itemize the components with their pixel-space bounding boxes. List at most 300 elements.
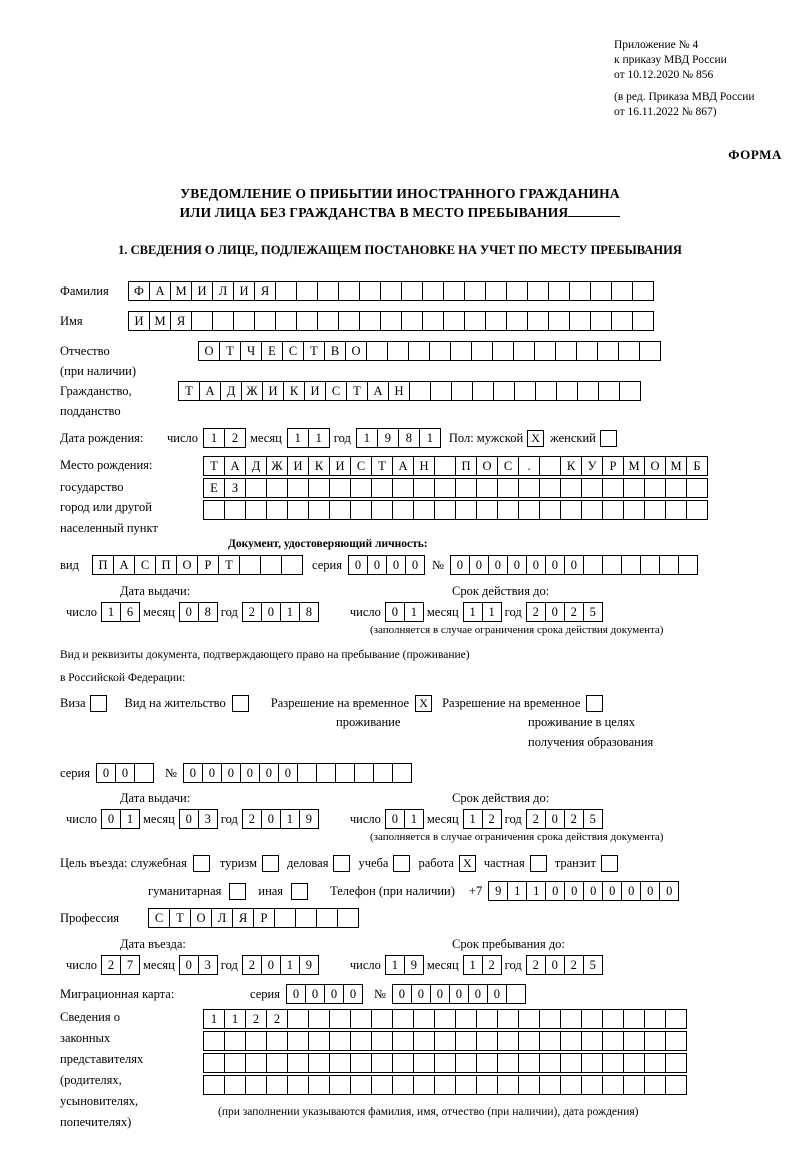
char-cell[interactable]: 2 <box>242 809 262 829</box>
char-cell[interactable] <box>451 381 473 401</box>
char-cell[interactable] <box>245 500 267 520</box>
char-cell[interactable]: 2 <box>101 955 121 975</box>
char-cell[interactable]: 0 <box>602 881 622 901</box>
char-cell[interactable]: 8 <box>299 602 319 622</box>
char-cell[interactable] <box>464 311 486 331</box>
char-cell[interactable]: О <box>644 456 666 476</box>
char-cell[interactable] <box>329 1075 351 1095</box>
char-cell[interactable]: 0 <box>221 763 241 783</box>
char-cell[interactable]: Л <box>211 908 233 928</box>
char-cell[interactable] <box>590 311 612 331</box>
sex-female-checkbox[interactable] <box>600 430 617 447</box>
char-cell[interactable] <box>602 1075 624 1095</box>
stay-year-input[interactable] <box>526 955 602 975</box>
char-cell[interactable] <box>371 500 393 520</box>
char-cell[interactable]: 0 <box>202 763 222 783</box>
char-cell[interactable]: П <box>455 456 477 476</box>
char-cell[interactable]: С <box>325 381 347 401</box>
char-cell[interactable]: 0 <box>115 763 135 783</box>
char-cell[interactable] <box>413 478 435 498</box>
char-cell[interactable] <box>371 1053 393 1073</box>
char-cell[interactable]: 1 <box>280 602 300 622</box>
char-cell[interactable]: О <box>345 341 367 361</box>
char-cell[interactable]: И <box>262 381 284 401</box>
char-cell[interactable]: 9 <box>299 809 319 829</box>
char-cell[interactable]: 0 <box>343 984 363 1004</box>
char-cell[interactable]: 0 <box>564 555 584 575</box>
char-cell[interactable] <box>639 341 661 361</box>
char-cell[interactable] <box>569 311 591 331</box>
char-cell[interactable] <box>430 381 452 401</box>
char-cell[interactable] <box>659 555 679 575</box>
char-cell[interactable] <box>581 1053 603 1073</box>
right-doc-number-input[interactable] <box>183 763 411 783</box>
char-cell[interactable] <box>434 1053 456 1073</box>
char-cell[interactable]: С <box>148 908 170 928</box>
char-cell[interactable] <box>560 1053 582 1073</box>
char-cell[interactable] <box>308 478 330 498</box>
char-cell[interactable] <box>392 763 412 783</box>
char-cell[interactable] <box>287 1053 309 1073</box>
char-cell[interactable]: 0 <box>659 881 679 901</box>
char-cell[interactable] <box>260 555 282 575</box>
char-cell[interactable]: А <box>149 281 171 301</box>
char-cell[interactable] <box>539 478 561 498</box>
name-input[interactable] <box>128 311 653 331</box>
char-cell[interactable] <box>539 1031 561 1051</box>
char-cell[interactable] <box>623 1075 645 1095</box>
birth-month-input[interactable] <box>287 428 329 448</box>
char-cell[interactable]: А <box>367 381 389 401</box>
char-cell[interactable] <box>455 1031 477 1051</box>
char-cell[interactable] <box>266 478 288 498</box>
char-cell[interactable] <box>434 1075 456 1095</box>
patronymic-input[interactable] <box>198 341 660 361</box>
char-cell[interactable] <box>354 763 374 783</box>
char-cell[interactable] <box>275 281 297 301</box>
char-cell[interactable]: Ч <box>240 341 262 361</box>
char-cell[interactable]: К <box>283 381 305 401</box>
char-cell[interactable]: 2 <box>526 809 546 829</box>
char-cell[interactable]: 1 <box>419 428 441 448</box>
char-cell[interactable] <box>422 311 444 331</box>
char-cell[interactable] <box>497 1031 519 1051</box>
char-cell[interactable]: Б <box>686 456 708 476</box>
char-cell[interactable] <box>602 555 622 575</box>
char-cell[interactable]: 8 <box>398 428 420 448</box>
char-cell[interactable] <box>602 478 624 498</box>
char-cell[interactable]: 9 <box>404 955 424 975</box>
char-cell[interactable] <box>329 478 351 498</box>
char-cell[interactable]: 2 <box>242 602 262 622</box>
char-cell[interactable] <box>239 555 261 575</box>
legal-rep-input-2[interactable] <box>203 1031 686 1051</box>
char-cell[interactable] <box>266 1075 288 1095</box>
char-cell[interactable] <box>640 555 660 575</box>
char-cell[interactable]: 1 <box>356 428 378 448</box>
edu-residence-checkbox[interactable] <box>586 695 603 712</box>
char-cell[interactable] <box>539 1009 561 1029</box>
char-cell[interactable]: С <box>134 555 156 575</box>
char-cell[interactable] <box>665 1009 687 1029</box>
purpose-humanitarian-checkbox[interactable] <box>229 883 246 900</box>
char-cell[interactable] <box>224 500 246 520</box>
phone-input[interactable] <box>488 881 678 901</box>
char-cell[interactable] <box>527 281 549 301</box>
char-cell[interactable] <box>308 1075 330 1095</box>
char-cell[interactable]: 3 <box>198 955 218 975</box>
char-cell[interactable] <box>434 1031 456 1051</box>
char-cell[interactable] <box>497 1053 519 1073</box>
char-cell[interactable] <box>497 1009 519 1029</box>
char-cell[interactable]: 0 <box>430 984 450 1004</box>
char-cell[interactable] <box>476 1009 498 1029</box>
char-cell[interactable]: 1 <box>224 1009 246 1029</box>
right-doc-series-input[interactable] <box>96 763 153 783</box>
char-cell[interactable] <box>518 1075 540 1095</box>
char-cell[interactable] <box>678 555 698 575</box>
char-cell[interactable] <box>401 311 423 331</box>
char-cell[interactable] <box>548 281 570 301</box>
char-cell[interactable] <box>623 1053 645 1073</box>
char-cell[interactable] <box>476 1053 498 1073</box>
profession-input[interactable] <box>148 908 358 928</box>
char-cell[interactable] <box>203 1053 225 1073</box>
char-cell[interactable] <box>493 381 515 401</box>
char-cell[interactable]: 0 <box>96 763 116 783</box>
char-cell[interactable] <box>518 1053 540 1073</box>
char-cell[interactable] <box>619 381 641 401</box>
char-cell[interactable] <box>371 1075 393 1095</box>
char-cell[interactable]: 0 <box>240 763 260 783</box>
char-cell[interactable] <box>373 763 393 783</box>
char-cell[interactable] <box>429 341 451 361</box>
char-cell[interactable] <box>618 341 640 361</box>
rd-valid-year-input[interactable] <box>526 809 602 829</box>
char-cell[interactable] <box>602 1053 624 1073</box>
residence-permit-checkbox[interactable] <box>232 695 249 712</box>
purpose-service-checkbox[interactable] <box>193 855 210 872</box>
char-cell[interactable] <box>203 500 225 520</box>
char-cell[interactable]: М <box>665 456 687 476</box>
char-cell[interactable] <box>450 341 472 361</box>
char-cell[interactable] <box>245 1031 267 1051</box>
birthplace-city-input[interactable] <box>203 478 707 498</box>
char-cell[interactable]: 1 <box>280 955 300 975</box>
legal-rep-input-4[interactable] <box>203 1075 686 1095</box>
char-cell[interactable]: А <box>224 456 246 476</box>
char-cell[interactable]: И <box>329 456 351 476</box>
char-cell[interactable] <box>233 311 255 331</box>
char-cell[interactable]: 2 <box>242 955 262 975</box>
char-cell[interactable] <box>506 311 528 331</box>
char-cell[interactable] <box>581 1075 603 1095</box>
char-cell[interactable] <box>472 381 494 401</box>
char-cell[interactable] <box>535 381 557 401</box>
char-cell[interactable] <box>581 1031 603 1051</box>
char-cell[interactable] <box>539 1075 561 1095</box>
char-cell[interactable]: А <box>113 555 135 575</box>
char-cell[interactable] <box>513 341 535 361</box>
char-cell[interactable] <box>518 1031 540 1051</box>
char-cell[interactable]: 0 <box>449 984 469 1004</box>
char-cell[interactable] <box>560 1009 582 1029</box>
char-cell[interactable] <box>577 381 599 401</box>
char-cell[interactable]: 0 <box>324 984 344 1004</box>
char-cell[interactable] <box>471 341 493 361</box>
char-cell[interactable]: С <box>497 456 519 476</box>
char-cell[interactable] <box>408 341 430 361</box>
char-cell[interactable]: 0 <box>468 984 488 1004</box>
char-cell[interactable]: 0 <box>179 809 199 829</box>
char-cell[interactable] <box>434 478 456 498</box>
char-cell[interactable]: 9 <box>377 428 399 448</box>
char-cell[interactable] <box>539 1053 561 1073</box>
char-cell[interactable]: 0 <box>367 555 387 575</box>
char-cell[interactable]: 1 <box>287 428 309 448</box>
char-cell[interactable] <box>497 500 519 520</box>
char-cell[interactable]: 0 <box>545 555 565 575</box>
char-cell[interactable] <box>422 281 444 301</box>
doc-valid-month-input[interactable] <box>463 602 501 622</box>
char-cell[interactable]: 0 <box>564 881 584 901</box>
char-cell[interactable] <box>392 1075 414 1095</box>
char-cell[interactable] <box>611 281 633 301</box>
char-cell[interactable] <box>485 281 507 301</box>
doc-kind-input[interactable] <box>92 555 302 575</box>
char-cell[interactable] <box>266 1031 288 1051</box>
purpose-work-checkbox[interactable]: X <box>459 855 476 872</box>
char-cell[interactable]: Р <box>253 908 275 928</box>
char-cell[interactable] <box>359 281 381 301</box>
char-cell[interactable] <box>443 281 465 301</box>
char-cell[interactable]: 2 <box>482 809 502 829</box>
char-cell[interactable]: Т <box>371 456 393 476</box>
char-cell[interactable] <box>224 1075 246 1095</box>
char-cell[interactable]: 5 <box>583 955 603 975</box>
char-cell[interactable] <box>455 500 477 520</box>
char-cell[interactable] <box>485 311 507 331</box>
char-cell[interactable]: А <box>392 456 414 476</box>
char-cell[interactable]: 7 <box>120 955 140 975</box>
birth-year-input[interactable] <box>356 428 440 448</box>
char-cell[interactable] <box>644 1009 666 1029</box>
char-cell[interactable]: Р <box>197 555 219 575</box>
char-cell[interactable] <box>392 478 414 498</box>
char-cell[interactable] <box>224 1053 246 1073</box>
char-cell[interactable]: 0 <box>101 809 121 829</box>
char-cell[interactable] <box>581 1009 603 1029</box>
char-cell[interactable] <box>254 311 276 331</box>
char-cell[interactable] <box>560 500 582 520</box>
char-cell[interactable] <box>527 311 549 331</box>
char-cell[interactable] <box>611 311 633 331</box>
char-cell[interactable] <box>686 478 708 498</box>
char-cell[interactable] <box>665 478 687 498</box>
birthplace-locality-input[interactable] <box>203 500 707 520</box>
char-cell[interactable]: 0 <box>261 809 281 829</box>
purpose-study-checkbox[interactable] <box>393 855 410 872</box>
char-cell[interactable]: П <box>155 555 177 575</box>
char-cell[interactable]: Т <box>303 341 325 361</box>
char-cell[interactable]: Н <box>388 381 410 401</box>
char-cell[interactable] <box>317 311 339 331</box>
char-cell[interactable]: Ж <box>241 381 263 401</box>
char-cell[interactable] <box>287 1009 309 1029</box>
char-cell[interactable] <box>623 500 645 520</box>
char-cell[interactable] <box>413 1075 435 1095</box>
char-cell[interactable] <box>518 500 540 520</box>
char-cell[interactable] <box>308 1031 330 1051</box>
char-cell[interactable]: 2 <box>526 955 546 975</box>
char-cell[interactable]: С <box>282 341 304 361</box>
char-cell[interactable] <box>602 1009 624 1029</box>
char-cell[interactable] <box>665 1031 687 1051</box>
entry-day-input[interactable] <box>101 955 139 975</box>
char-cell[interactable] <box>665 1075 687 1095</box>
char-cell[interactable] <box>335 763 355 783</box>
char-cell[interactable] <box>296 281 318 301</box>
mc-number-input[interactable] <box>392 984 525 1004</box>
char-cell[interactable]: А <box>199 381 221 401</box>
char-cell[interactable] <box>245 1075 267 1095</box>
char-cell[interactable] <box>506 984 526 1004</box>
char-cell[interactable] <box>224 1031 246 1051</box>
char-cell[interactable]: Ф <box>128 281 150 301</box>
char-cell[interactable]: У <box>581 456 603 476</box>
char-cell[interactable]: 0 <box>348 555 368 575</box>
char-cell[interactable]: 0 <box>487 984 507 1004</box>
char-cell[interactable]: 1 <box>120 809 140 829</box>
char-cell[interactable]: 1 <box>404 602 424 622</box>
char-cell[interactable]: 0 <box>259 763 279 783</box>
char-cell[interactable] <box>191 311 213 331</box>
char-cell[interactable]: И <box>287 456 309 476</box>
char-cell[interactable]: 0 <box>385 602 405 622</box>
char-cell[interactable] <box>583 555 603 575</box>
char-cell[interactable]: М <box>623 456 645 476</box>
char-cell[interactable] <box>665 1053 687 1073</box>
char-cell[interactable] <box>497 1075 519 1095</box>
char-cell[interactable] <box>602 500 624 520</box>
char-cell[interactable]: 0 <box>278 763 298 783</box>
char-cell[interactable] <box>497 478 519 498</box>
char-cell[interactable] <box>371 1031 393 1051</box>
char-cell[interactable]: Р <box>602 456 624 476</box>
char-cell[interactable]: Е <box>261 341 283 361</box>
char-cell[interactable]: Т <box>346 381 368 401</box>
char-cell[interactable] <box>539 456 561 476</box>
stay-month-input[interactable] <box>463 955 501 975</box>
char-cell[interactable]: 0 <box>405 555 425 575</box>
char-cell[interactable]: 0 <box>469 555 489 575</box>
char-cell[interactable] <box>295 908 317 928</box>
char-cell[interactable] <box>506 281 528 301</box>
stay-day-input[interactable] <box>385 955 423 975</box>
mc-series-input[interactable] <box>286 984 362 1004</box>
char-cell[interactable]: С <box>350 456 372 476</box>
char-cell[interactable] <box>539 500 561 520</box>
char-cell[interactable] <box>329 1053 351 1073</box>
doc-number-input[interactable] <box>450 555 697 575</box>
char-cell[interactable]: 1 <box>101 602 121 622</box>
char-cell[interactable] <box>359 311 381 331</box>
char-cell[interactable] <box>560 478 582 498</box>
char-cell[interactable] <box>443 311 465 331</box>
char-cell[interactable]: З <box>224 478 246 498</box>
char-cell[interactable] <box>665 500 687 520</box>
char-cell[interactable] <box>350 478 372 498</box>
char-cell[interactable] <box>203 1075 225 1095</box>
char-cell[interactable]: 2 <box>564 955 584 975</box>
char-cell[interactable] <box>413 1031 435 1051</box>
char-cell[interactable] <box>329 1009 351 1029</box>
char-cell[interactable]: 0 <box>545 955 565 975</box>
char-cell[interactable]: К <box>308 456 330 476</box>
char-cell[interactable] <box>476 1075 498 1095</box>
char-cell[interactable]: 0 <box>385 809 405 829</box>
char-cell[interactable] <box>366 341 388 361</box>
char-cell[interactable]: Л <box>212 281 234 301</box>
char-cell[interactable] <box>401 281 423 301</box>
char-cell[interactable]: Д <box>245 456 267 476</box>
char-cell[interactable]: 2 <box>564 602 584 622</box>
char-cell[interactable] <box>434 1009 456 1029</box>
doc-series-input[interactable] <box>348 555 424 575</box>
char-cell[interactable] <box>476 500 498 520</box>
char-cell[interactable] <box>555 341 577 361</box>
char-cell[interactable] <box>621 555 641 575</box>
char-cell[interactable] <box>275 311 297 331</box>
purpose-transit-checkbox[interactable] <box>601 855 618 872</box>
char-cell[interactable]: 0 <box>640 881 660 901</box>
char-cell[interactable] <box>329 500 351 520</box>
char-cell[interactable]: 0 <box>261 602 281 622</box>
doc-issue-month-input[interactable] <box>179 602 217 622</box>
char-cell[interactable] <box>623 1031 645 1051</box>
char-cell[interactable] <box>134 763 154 783</box>
char-cell[interactable]: 0 <box>545 602 565 622</box>
char-cell[interactable]: 2 <box>266 1009 288 1029</box>
char-cell[interactable]: Ж <box>266 456 288 476</box>
char-cell[interactable] <box>518 478 540 498</box>
temp-residence-checkbox[interactable]: X <box>415 695 432 712</box>
char-cell[interactable] <box>556 381 578 401</box>
char-cell[interactable]: И <box>191 281 213 301</box>
char-cell[interactable]: 0 <box>583 881 603 901</box>
char-cell[interactable] <box>644 478 666 498</box>
surname-input[interactable] <box>128 281 653 301</box>
char-cell[interactable]: 0 <box>545 809 565 829</box>
char-cell[interactable]: 0 <box>305 984 325 1004</box>
char-cell[interactable]: 9 <box>488 881 508 901</box>
char-cell[interactable]: 3 <box>198 809 218 829</box>
char-cell[interactable]: 2 <box>564 809 584 829</box>
char-cell[interactable]: И <box>304 381 326 401</box>
char-cell[interactable]: Д <box>220 381 242 401</box>
purpose-tourism-checkbox[interactable] <box>262 855 279 872</box>
rd-issue-day-input[interactable] <box>101 809 139 829</box>
char-cell[interactable] <box>387 341 409 361</box>
char-cell[interactable] <box>590 281 612 301</box>
doc-valid-year-input[interactable] <box>526 602 602 622</box>
char-cell[interactable] <box>602 1031 624 1051</box>
char-cell[interactable]: 0 <box>179 602 199 622</box>
char-cell[interactable]: 1 <box>385 955 405 975</box>
char-cell[interactable]: Я <box>170 311 192 331</box>
char-cell[interactable] <box>392 1053 414 1073</box>
char-cell[interactable] <box>632 281 654 301</box>
